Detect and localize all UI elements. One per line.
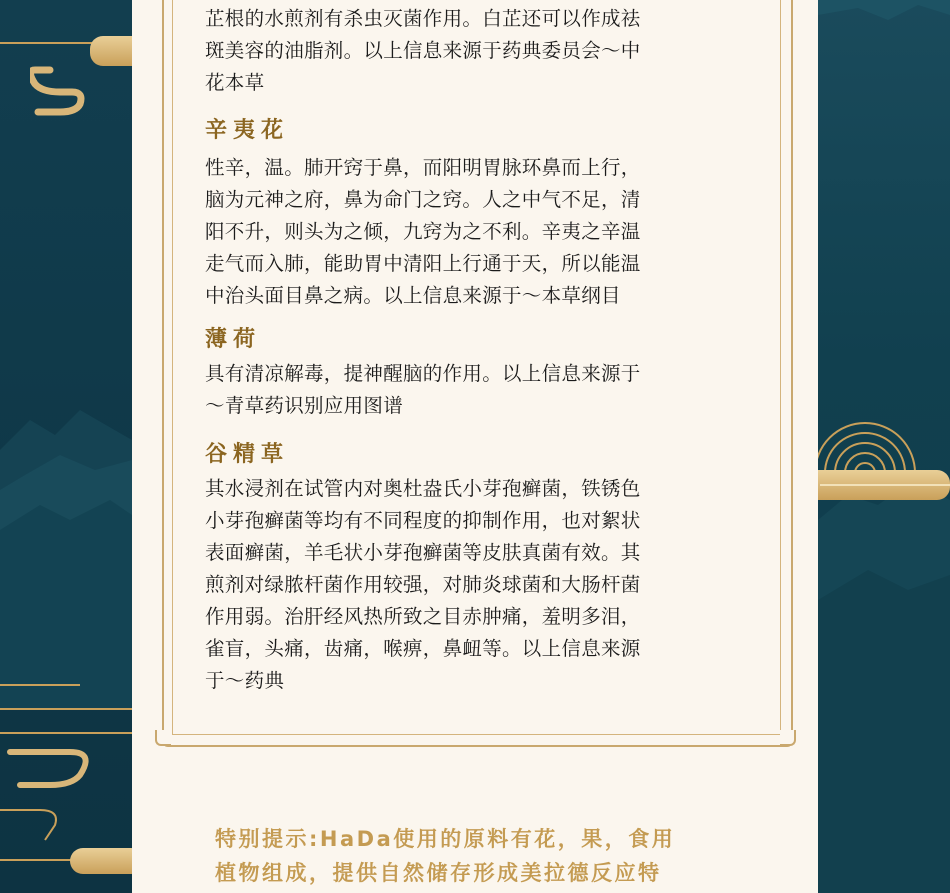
section-line: 芷根的水煎剂有杀虫灭菌作用。白芷还可以作成祛 — [205, 7, 641, 30]
section-line: 具有清凉解毒，提神醒脑的作用。以上信息来源于 — [205, 362, 641, 385]
section-line: 作用弱。治肝经风热所致之目赤肿痛，羞明多泪， — [205, 605, 641, 628]
section-line: ～青草药识别应用图谱 — [205, 394, 404, 417]
right-gold-line — [820, 484, 950, 486]
section-heading: 谷精草 — [205, 442, 290, 467]
section-line: 斑美容的油脂剂。以上信息来源于药典委员会～中 — [205, 39, 641, 62]
section-xinyihua — [205, 116, 641, 312]
special-notice — [215, 822, 755, 890]
section-line: 中治头面目鼻之病。以上信息来源于～本草纲目 — [205, 284, 621, 307]
section-line: 雀盲，头痛，齿痛，喉痹，鼻衄等。以上信息来源 — [205, 637, 641, 660]
section-heading: 辛夷花 — [205, 118, 290, 143]
right-sun-arcs-decor — [805, 415, 925, 475]
section-line: 阳不升，则头为之倾，九窍为之不利。辛夷之辛温 — [205, 220, 641, 243]
left-gold-scroll-top — [30, 62, 90, 117]
section-bohe — [205, 325, 641, 422]
section-line: 脑为元神之府，鼻为命门之窍。人之中气不足，清 — [205, 188, 641, 211]
notice-line: 特别提示:HaDa使用的原料有花，果，食用 — [215, 827, 676, 851]
section-gujingcao — [205, 440, 641, 697]
section-line: 走气而入肺，能助胃中清阳上行通于天，所以能温 — [205, 252, 641, 275]
notice-line: 植物组成，提供自然储存形成美拉德反应特 — [215, 861, 662, 885]
section-heading: 薄荷 — [205, 327, 262, 352]
left-gold-line-1 — [0, 684, 80, 686]
section-line: 性辛，温。肺开窍于鼻，而阳明胃脉环鼻而上行， — [205, 156, 641, 179]
card-corner-bottom-left — [155, 730, 171, 746]
card-corner-bottom-right — [780, 730, 796, 746]
left-mountains-decor — [0, 380, 132, 710]
section-line: 表面癣菌，羊毛状小芽孢癣菌等皮肤真菌有效。其 — [205, 541, 641, 564]
section-baizhi-tail — [205, 3, 641, 99]
section-line: 小芽孢癣菌等均有不同程度的抑制作用，也对絮状 — [205, 509, 641, 532]
section-line: 煎剂对绿脓杆菌作用较强，对肺炎球菌和大肠杆菌 — [205, 573, 641, 596]
section-line: 花本草 — [205, 71, 265, 94]
section-line: 其水浸剂在试管内对奥杜盎氏小芽孢癣菌，铁锈色 — [205, 477, 641, 500]
section-line: 于～药典 — [205, 669, 285, 692]
